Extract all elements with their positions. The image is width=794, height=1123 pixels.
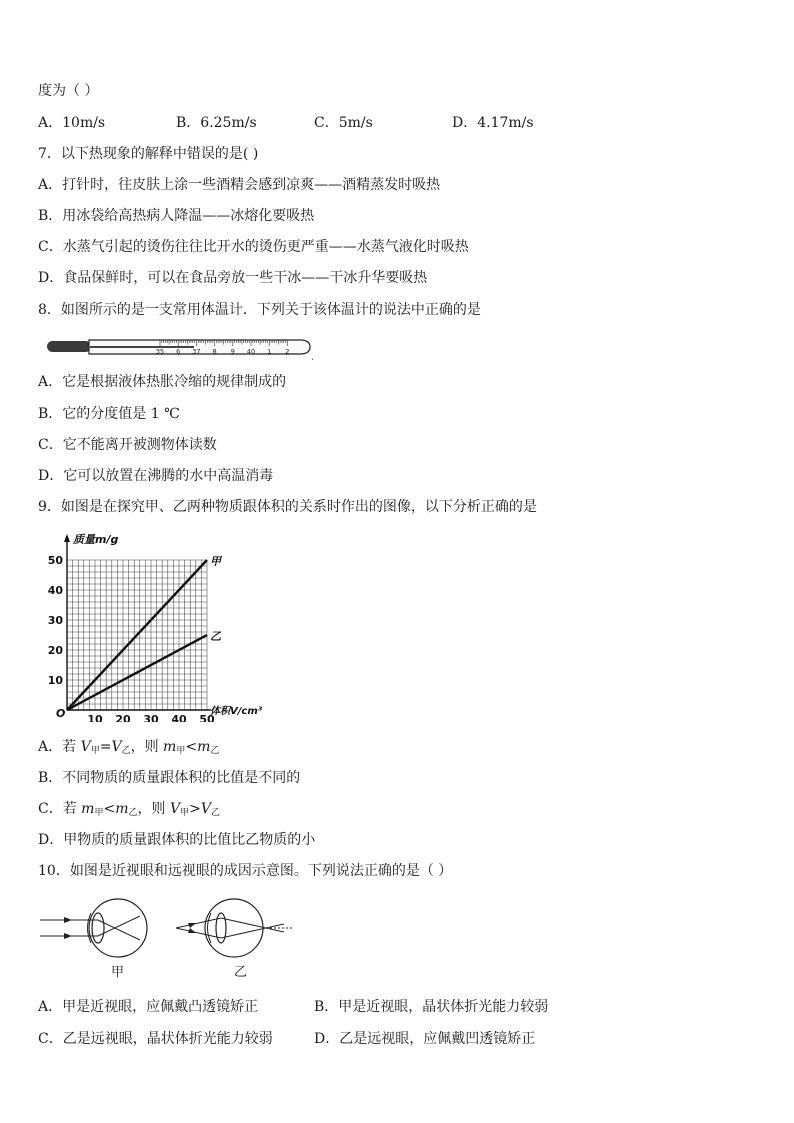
- mass-volume-chart: [40, 530, 272, 722]
- thermometer-figure: [44, 335, 316, 363]
- x-tick-label: 30: [143, 713, 159, 722]
- chart-axes: [64, 534, 211, 710]
- thermometer-tick-label: 35: [155, 347, 165, 356]
- y-axis-arrow: [64, 534, 70, 542]
- eye-label-jia: 甲: [111, 965, 125, 980]
- series-line-jia: [67, 560, 207, 710]
- q7-option-c: C．水蒸气引起的烫伤往往比开水的烫伤更严重——水蒸气液化时吸热: [38, 239, 469, 255]
- y-tick-label: 10: [47, 674, 63, 687]
- q9-option-a: A．若 $V_甲=V_乙$，则 $m_甲<m_乙$: [38, 739, 220, 756]
- q9-option-c: C．若 $m_甲<m_乙$，则 $V_甲>V_乙$: [38, 801, 220, 818]
- eye-label-yi: 乙: [234, 965, 248, 980]
- origin-label: O: [56, 707, 66, 720]
- q6-option-c: C．5m/s: [314, 115, 373, 131]
- q9-option-b: B．不同物质的质量跟体积的比值是不同的: [38, 770, 301, 786]
- thermometer-tick-label: 2: [285, 347, 290, 356]
- q7-option-b: B．用冰袋给高热病人降温——冰熔化要吸热: [38, 208, 315, 224]
- q10-option-a: A．甲是近视眼，应佩戴凸透镜矫正: [38, 999, 259, 1015]
- q8-option-b: B．它的分度值是 1 ℃: [38, 406, 180, 422]
- q6-stem-tail: 度为（ ）: [38, 83, 99, 99]
- q7-option-d: D．食品保鲜时，可以在食品旁放一些干冰——干冰升华要吸热: [38, 270, 428, 286]
- q10-stem: 10．如图是近视眼和远视眼的成因示意图。下列说法正确的是（ ）: [38, 863, 453, 879]
- q7-stem: 7．以下热现象的解释中错误的是( ): [38, 146, 259, 162]
- chart-labels: [48, 533, 263, 722]
- q9-stem: 9．如图是在探究甲、乙两种物质跟体积的关系时作出的图像，以下分析正确的是: [38, 499, 537, 515]
- eye-yi: [176, 899, 292, 957]
- q8-option-d: D．它可以放置在沸腾的水中高温消毒: [38, 468, 274, 484]
- x-tick-label: 10: [87, 713, 103, 722]
- chart-series: [67, 560, 207, 710]
- q6-option-b: B．6.25m/s: [176, 115, 257, 131]
- thermometer-tick-label: 37: [192, 347, 201, 356]
- thermometer-tick-label: 6: [176, 347, 181, 356]
- thermometer-bulb: [47, 341, 91, 352]
- q8-option-a: A．它是根据液体热胀冷缩的规律制成的: [38, 374, 287, 390]
- q6-option-d: D．4.17m/s: [452, 115, 534, 131]
- x-tick-label: 50: [199, 713, 215, 722]
- series-line-yi: [67, 635, 207, 710]
- x-axis-label: 体积V/cm³: [210, 706, 263, 717]
- series-label-jia: 甲: [210, 555, 221, 568]
- q10-option-b: B．甲是近视眼，晶状体折光能力较弱: [314, 999, 549, 1015]
- thermometer-tick-label: 9: [230, 347, 235, 356]
- q8-option-c: C．它不能离开被测物体读数: [38, 437, 217, 453]
- x-tick-label: 40: [171, 713, 187, 722]
- q6-option-a: A．10m/s: [38, 115, 106, 131]
- q9-option-d: D．甲物质的质量跟体积的比值比乙物质的小: [38, 832, 316, 848]
- thermometer-dot: .: [311, 353, 314, 363]
- y-tick-label: 40: [47, 584, 63, 597]
- eye-diagram: [36, 890, 296, 982]
- x-tick-label: 20: [115, 713, 131, 722]
- q10-option-d: D．乙是远视眼，应佩戴凹透镜矫正: [314, 1031, 536, 1047]
- y-tick-label: 50: [47, 554, 63, 567]
- q7-option-a: A．打针时，往皮肤上涂一些酒精会感到凉爽——酒精蒸发时吸热: [38, 177, 441, 193]
- y-tick-label: 20: [47, 644, 63, 657]
- thermometer-tick-label: 1: [267, 347, 272, 356]
- q10-option-c: C．乙是远视眼，晶状体折光能力较弱: [38, 1031, 273, 1047]
- thermometer-tick-label: 40: [246, 347, 256, 356]
- y-axis-label: 质量m/g: [73, 533, 119, 546]
- series-label-yi: 乙: [210, 630, 221, 643]
- eye-jia: [40, 899, 147, 957]
- q8-stem: 8．如图所示的是一支常用体温计．下列关于该体温计的说法中正确的是: [38, 302, 481, 318]
- thermometer-tick-label: 8: [212, 347, 217, 356]
- y-tick-label: 30: [47, 614, 63, 627]
